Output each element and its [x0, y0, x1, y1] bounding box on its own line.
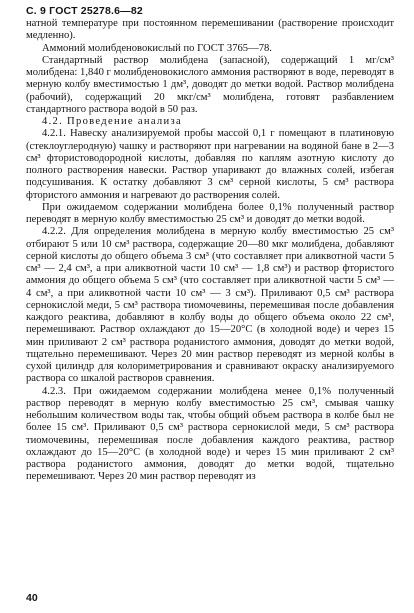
paragraph: 4.2.1. Навеску анализируемой пробы массой 0,1 г помещают в платиновую (стеклоуглеродную) чашку и растворяют при нагревании на водяной бане в 2—3 см³ фтористоводородной кислоты, добавляя по каплям азотную кислоту до полного растворения навески. Раствор упаривают до влажных солей, избегая подсушивания. К остатку добавляют 3 см³ серной кислоты, 5 см³ раствора фтористого аммония и нагревают до растворения солей. [26, 128, 394, 201]
page-header: С. 9 ГОСТ 25278.6—82 [26, 5, 143, 17]
paragraph: натной температуре при постоянном перемешивании (растворение происходит медленно). [26, 18, 394, 42]
section-heading: 4.2. Проведение анализа [42, 116, 182, 127]
page-number: 40 [26, 592, 38, 604]
paragraph: Аммоний молибденовокислый по ГОСТ 3765—78. [42, 42, 272, 54]
paragraph: При ожидаемом содержании молибдена более 0,1% полученный раствор переводят в мерную колбу вместимостью 25 см³ и доводят до метки водой. [26, 201, 394, 225]
paragraph: 4.2.2. Для определения молибдена в мерную колбу вместимостью 25 см³ отбирают 5 или 10 см³ раствора, содержащие 20—80 мкг молибдена, добавляют серной кислоты до общего объема 3 см³ (что составляет при аликвотной части 5 см³ — 2,4 см³, а при аликвотной части 10 см³ — 1,8 см³) и раствор фтористого аммония до общего объема 5 см³ (что составляет при аликвотной части 5 см³ — 4 см³, а при аликвотной части 10 см³ — 3 см³). Приливают 0,5 см³ раствора сернокислой меди, 5 см³ раствора тиомочевины, перемешивая после добавления каждого реактива, добавляют в колбу воды до общего объема около 22 см³, перемешивают. Раствор охлаждают до 15—20°С (в холодной воде) и через 15 мин приливают 2 см³ раствора роданистого аммония, доводят до метки водой, тщательно перемешивают. Через 20 мин раствор переводят из мерной колбы в сухой цилиндр для колориметрирования и сравнивают окраску анализируемого раствора со шкалой растворов сравнения. [26, 226, 394, 385]
paragraph: 4.2.3. При ожидаемом содержании молибдена менее 0,1% полученный раствор переводят в мерную колбу вместимостью 25 см³, смывая чашку небольшим количеством воды так, чтобы общий объем раствора в колбе был не более 15 см³. Приливают 0,5 см³ раствора сернокислой меди, 5 см³ раствора тиомочевины, перемешивая после добавления каждого реактива, раствор охлаждают до 15—20°С (в холодной воде) и через 15 мин приливают 2 см³ раствора роданистого аммония, доводят до метки водой, тщательно перемешивают. Через 20 мин раствор переводят из [26, 385, 394, 483]
document-body [26, 18, 394, 484]
paragraph: Стандартный раствор молибдена (запасной), содержащий 1 мг/см³ молибдена: 1,840 г молибденовокислого аммония растворяют в воде, переводят в мерную колбу вместимостью 1 дм³, доводят до метки водой. Раствор молибдена (рабочий), содержащий 20 мкг/см³ молибдена, готовят разбавлением стандартного раствора водой в 50 раз. [26, 54, 394, 115]
